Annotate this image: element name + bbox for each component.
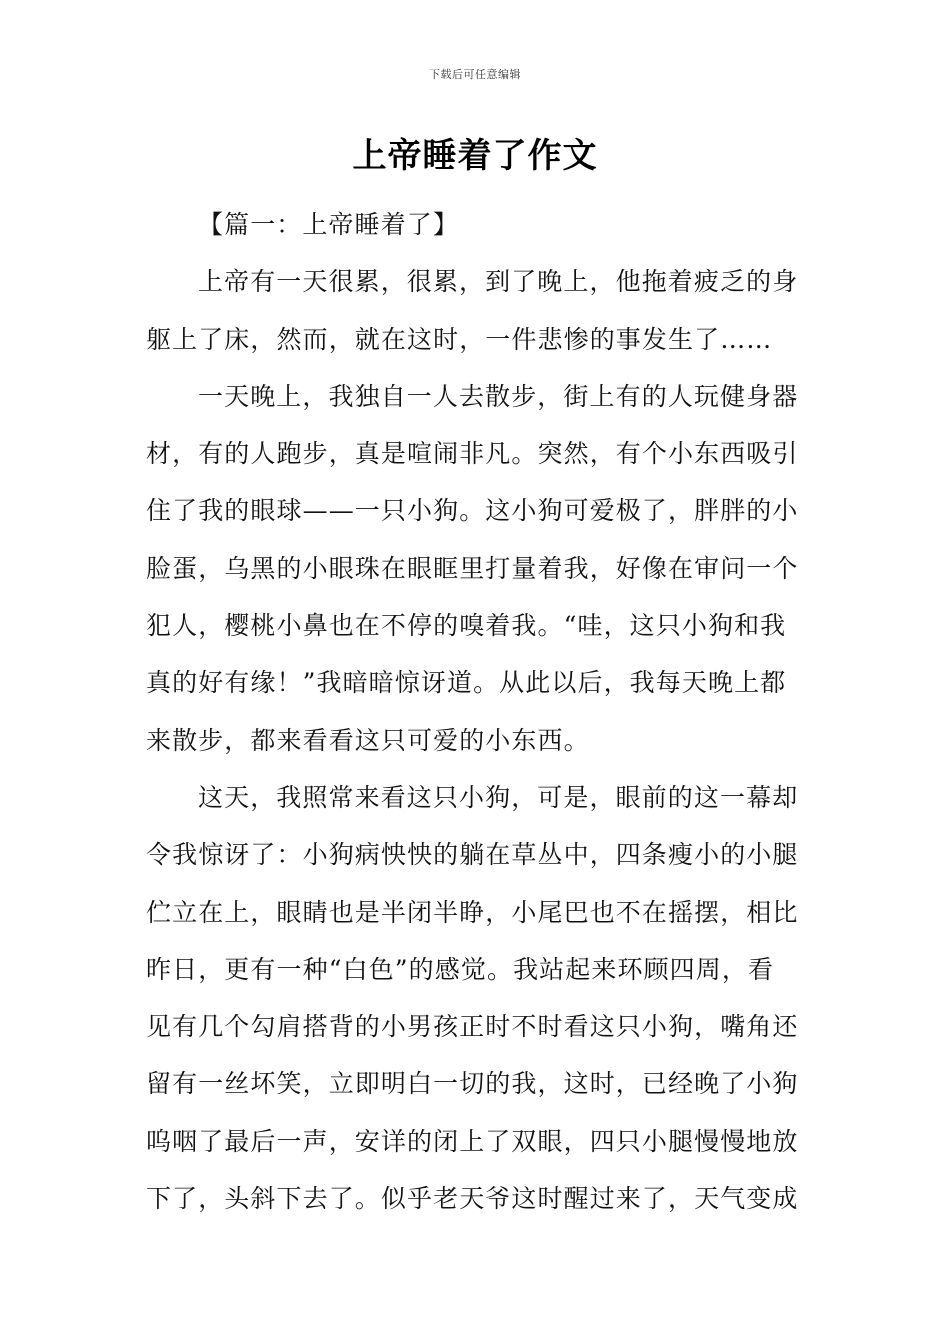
paragraph-line: 一天晚上，我独自一人去散步，街上有的人玩健身器 [198, 381, 799, 411]
paragraph-line: 住了我的眼球——一只小狗。这小狗可爱极了，胖胖的小 [146, 496, 799, 526]
paragraph-line: 真的好有缘！”我暗暗惊讶道。从此以后，我每天晚上都 [146, 668, 787, 698]
paragraph-line: 来散步，都来看看这只可爱的小东西。 [146, 725, 590, 755]
paragraph-line: 伫立在上，眼睛也是半闭半睁，小尾巴也不在摇摆，相比 [146, 897, 799, 927]
document-body [146, 196, 806, 1227]
header-note: 下载后可任意编辑 [429, 68, 521, 81]
paragraph-line: 令我惊讶了：小狗病怏怏的躺在草丛中，四条瘦小的小腿 [146, 840, 799, 870]
paragraph-line: 犯人，樱桃小鼻也在不停的嗅着我。“哇，这只小狗和我 [146, 611, 787, 641]
paragraph-line: 留有一丝坏笑，立即明白一切的我，这时，已经晚了小狗 [146, 1069, 799, 1099]
paragraph-line: 昨日，更有一种“白色”的感觉。我站起来环顾四周，看 [146, 954, 775, 984]
paragraph-line: 躯上了床，然而，就在这时，一件悲惨的事发生了…… [146, 324, 773, 354]
document-title: 上帝睡着了作文 [352, 136, 598, 176]
paragraph-line: 上帝有一天很累，很累，到了晚上，他拖着疲乏的身 [198, 267, 799, 297]
paragraph-line: 脸蛋，乌黑的小眼珠在眼眶里打量着我，好像在审问一个 [146, 553, 799, 583]
paragraph-line: 下了，头斜下去了。似乎老天爷这时醒过来了，天气变成 [146, 1184, 799, 1214]
paragraph-line: 材，有的人跑步，真是喧闹非凡。突然，有个小东西吸引 [146, 439, 799, 469]
section-heading: 【篇一：上帝睡着了】 [198, 210, 460, 239]
paragraph-line: 见有几个勾肩搭背的小男孩正时不时看这只小狗，嘴角还 [146, 1012, 799, 1042]
paragraph-line: 呜咽了最后一声，安详的闭上了双眼，四只小腿慢慢地放 [146, 1126, 799, 1156]
paragraph-line: 这天，我照常来看这只小狗，可是，眼前的这一幕却 [198, 782, 799, 812]
